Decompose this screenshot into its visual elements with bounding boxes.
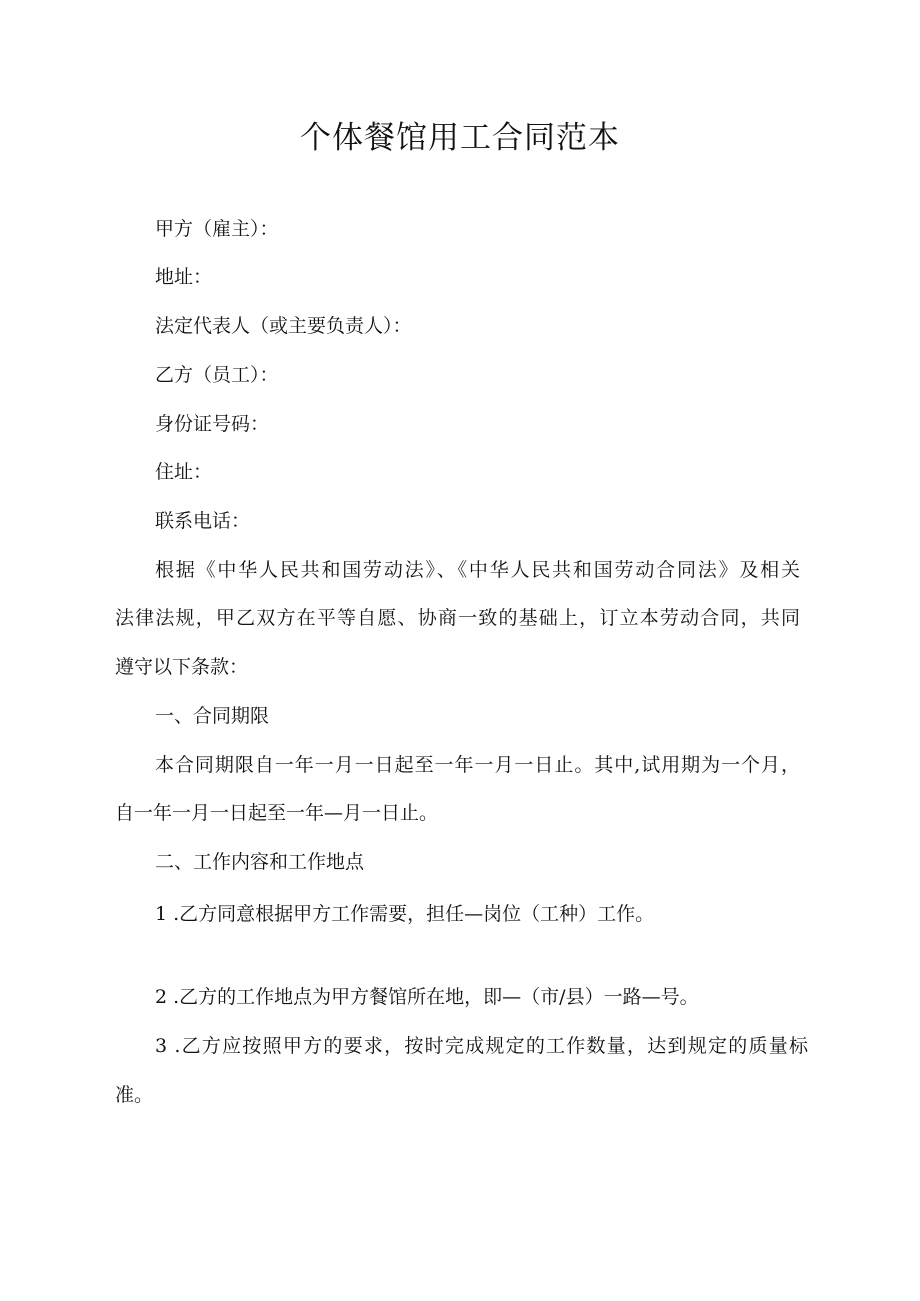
- field-phone: 联系电话：: [155, 510, 251, 532]
- field-legal-representative: 法定代表人（或主要负责人）：: [155, 315, 412, 337]
- preamble-line-1: 根据《中华人民共和国劳动法》、《中华人民共和国劳动合同法》及相关: [155, 559, 800, 581]
- preamble-line-2: 法律法规，甲乙双方在平等自愿、协商一致的基础上，订立本劳动合同，共同: [115, 607, 800, 629]
- preamble-line-3: 遵守以下条款：: [115, 656, 249, 678]
- work-item-2: 2 .乙方的工作地点为甲方餐馆所在地，即—（市/县）一路—号。: [155, 986, 699, 1008]
- work-item-1: 1 .乙方同意根据甲方工作需要，担任—岗位（工种）工作。: [155, 903, 655, 925]
- term-line-1: 本合同期限自一年一月一日起至一年一月一日止。其中,试用期为一个月，: [155, 754, 800, 776]
- document-title: 个体餐馆用工合同范本: [300, 120, 620, 156]
- section-heading-term: 一、合同期限: [155, 705, 270, 727]
- section-heading-work: 二、工作内容和工作地点: [155, 851, 365, 873]
- field-address: 地址：: [155, 266, 213, 288]
- field-residence: 住址：: [155, 461, 213, 483]
- field-id-number: 身份证号码：: [155, 413, 270, 435]
- field-employee: 乙方（员工）：: [155, 364, 279, 386]
- field-employer: 甲方（雇主）：: [155, 218, 279, 240]
- work-item-3-line-2: 准。: [115, 1084, 154, 1106]
- term-line-2: 自一年一月一日起至一年—月一日止。: [115, 802, 439, 824]
- work-item-3-line-1: 3 .乙方应按照甲方的要求，按时完成规定的工作数量，达到规定的质量标: [155, 1035, 808, 1057]
